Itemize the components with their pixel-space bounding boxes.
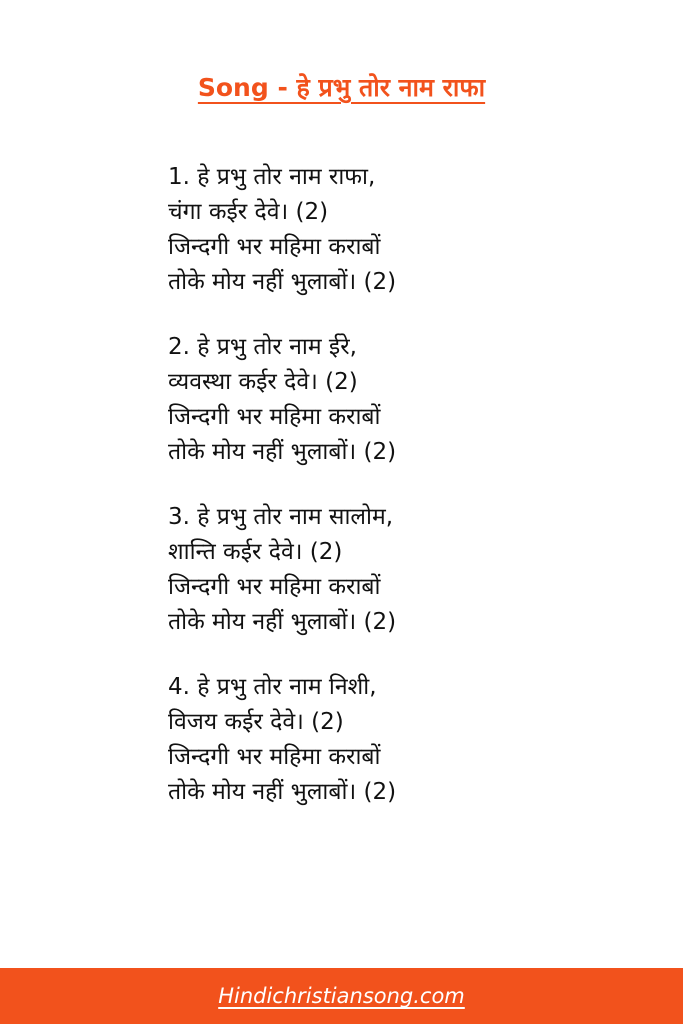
lyric-line: 4. हे प्रभु तोर नाम निशी,	[168, 674, 377, 700]
lyric-line: तोके मोय नहीं भुलाबों। (2)	[168, 609, 397, 635]
stanza-4	[168, 670, 648, 810]
lyric-line: 3. हे प्रभु तोर नाम सालोम,	[168, 504, 394, 530]
lyric-line: तोके मोय नहीं भुलाबों। (2)	[168, 439, 397, 465]
stanza-2	[168, 330, 648, 470]
lyric-line: शान्ति कईर देवे। (2)	[168, 539, 343, 565]
lyric-line: विजय कईर देवे। (2)	[168, 709, 344, 735]
stanza-3	[168, 500, 648, 640]
lyric-line: तोके मोय नहीं भुलाबों। (2)	[168, 779, 397, 805]
lyric-line: जिन्दगी भर महिमा कराबों	[168, 234, 381, 260]
lyric-line: व्यवस्था कईर देवे। (2)	[168, 369, 358, 395]
lyric-line: 1. हे प्रभु तोर नाम राफा,	[168, 164, 376, 190]
footer-bar	[0, 968, 683, 1024]
lyric-line: जिन्दगी भर महिमा कराबों	[168, 574, 381, 600]
stanza-1	[168, 160, 648, 300]
lyric-line: तोके मोय नहीं भुलाबों। (2)	[168, 269, 397, 295]
lyrics-body	[168, 160, 648, 840]
page-title: Song - हे प्रभु तोर नाम राफा	[197, 73, 486, 102]
site-link[interactable]: Hindichristiansong.com	[218, 984, 465, 1008]
lyric-line: जिन्दगी भर महिमा कराबों	[168, 404, 381, 430]
lyric-line: जिन्दगी भर महिमा कराबों	[168, 744, 381, 770]
lyric-line: 2. हे प्रभु तोर नाम ईरे,	[168, 334, 357, 360]
lyric-line: चंगा कईर देवे। (2)	[168, 199, 329, 225]
